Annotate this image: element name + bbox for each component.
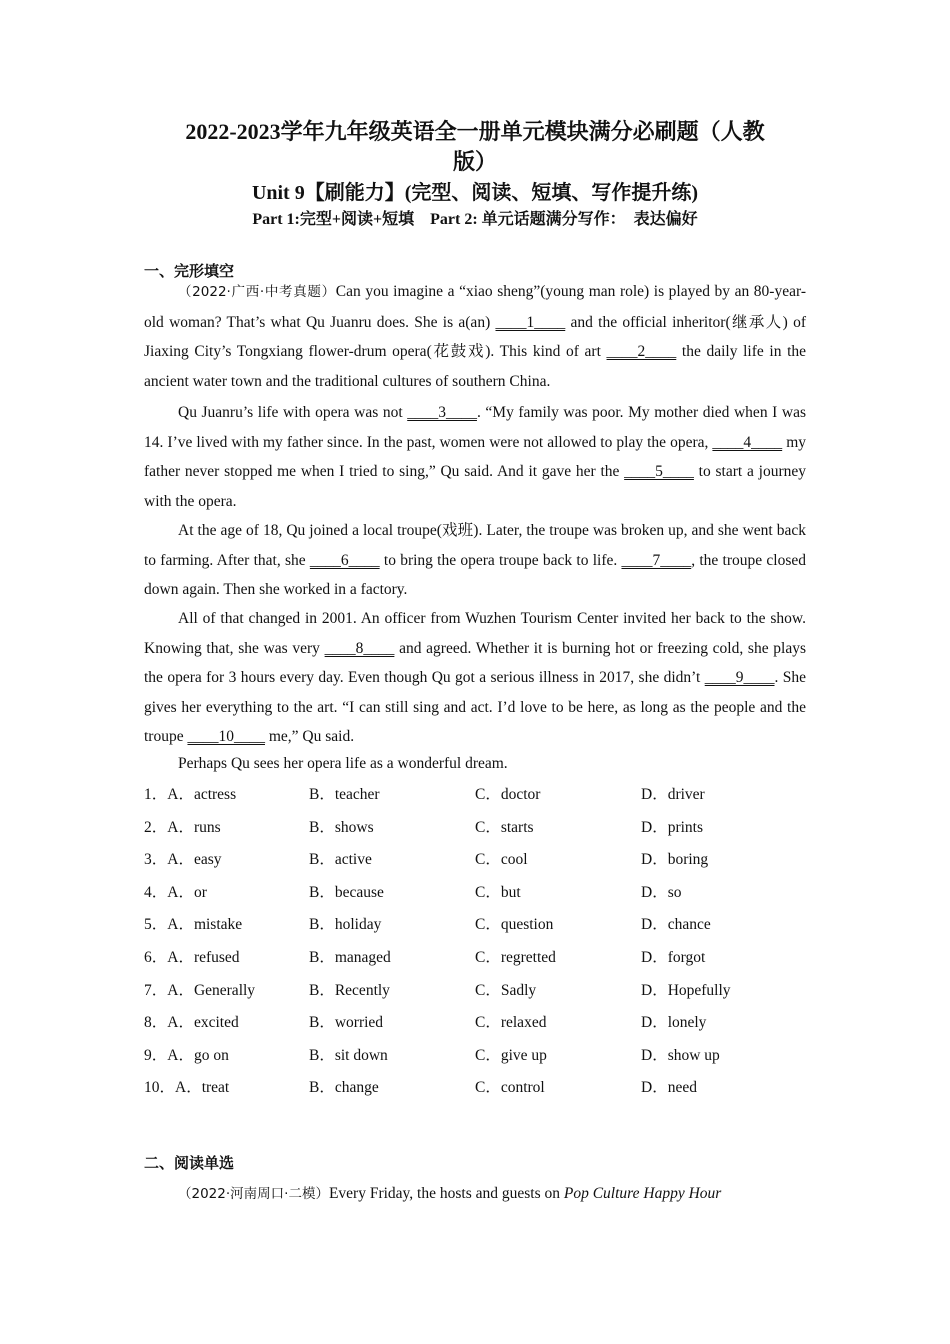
option-c: C．doctor: [475, 786, 541, 803]
option-d: D．show up: [641, 1046, 720, 1064]
blank-1: ____1____: [495, 313, 566, 331]
option-a: 3．A．easy: [144, 851, 222, 869]
paragraph-text: to start a journey with the opera.: [144, 463, 806, 510]
blank-6: ____6____: [309, 551, 380, 569]
option-b: B．worried: [309, 1014, 384, 1032]
option-c: C．cool: [475, 851, 528, 869]
blank-9: ____9____: [704, 669, 775, 686]
option-row: [144, 1008, 824, 1041]
paragraph-text: my father never stopped me when I tried to sing,” Qu said. And it gave her the: [144, 433, 806, 480]
option-c: C．relaxed: [475, 1014, 547, 1032]
title-line1: 2022-2023学年九年级英语全一册单元模块满分必刷题（人教: [185, 119, 765, 144]
option-a: 8．A．excited: [144, 1014, 239, 1032]
option-b: B．shows: [309, 818, 374, 836]
option-row: [144, 813, 824, 846]
paragraph-text: , the troupe closed down again. Then she worked in a factory.: [144, 551, 806, 598]
option-b: B．because: [309, 883, 384, 901]
option-row: [144, 976, 824, 1009]
paragraph-text: . She gives her everything to the art. “I can still sing and act. I’d love to be here, as long as the people and the troupe: [144, 669, 806, 745]
option-b: B．teacher: [309, 786, 380, 803]
section1-heading: 一、完形填空: [144, 262, 235, 280]
option-d: D．forgot: [641, 948, 706, 966]
blank-4: ____4____: [712, 433, 783, 451]
option-c: C．control: [475, 1079, 545, 1097]
section2-heading: 二、阅读单选: [144, 1154, 235, 1172]
option-c: C．regretted: [475, 948, 556, 966]
blank-3: ____3____: [407, 404, 477, 421]
option-b: B．managed: [309, 948, 391, 966]
option-b: B．change: [309, 1079, 379, 1097]
option-a: 1．A．actress: [144, 786, 237, 803]
option-d: D．boring: [641, 851, 709, 869]
option-row: [144, 845, 824, 878]
option-d: D．Hopefully: [641, 981, 731, 999]
blank-7: ____7____: [621, 551, 692, 569]
source-tag: （2022·广西·中考真题）: [178, 284, 336, 300]
option-a: 9．A．go on: [144, 1046, 229, 1064]
option-d: D．driver: [641, 786, 705, 803]
option-d: D．so: [641, 883, 682, 901]
paragraph-text: and the official inheritor(继承人) of Jiaxing City’s Tongxiang flower-drum opera(花鼓戏). This kind of art: [144, 313, 806, 360]
paragraph-text: Every Friday, the hosts and guests on: [328, 1185, 564, 1202]
option-a: 10．A．treat: [144, 1079, 230, 1097]
paragraph-text: me,” Qu said.: [264, 728, 355, 745]
option-a: 6．A．refused: [144, 948, 240, 966]
option-c: C．but: [475, 883, 521, 901]
blank-10: ____10____: [187, 728, 265, 745]
paragraph-text: Can you imagine a “xiao sheng”(young man role) is played by an 80-year-old woman? That’s what Qu Juanru does. She is a(an): [144, 283, 806, 331]
option-b: B．Recently: [309, 981, 390, 999]
option-d: D．need: [641, 1079, 697, 1097]
option-row: [144, 878, 824, 911]
option-d: D．chance: [641, 916, 711, 934]
option-b: B．active: [309, 851, 372, 869]
document-title: [144, 117, 806, 177]
reading-paragraph-1: [144, 1179, 806, 1210]
cloze-paragraph-4: [144, 604, 806, 752]
paragraph-text: to bring the opera troupe back to life.: [379, 551, 622, 569]
option-c: C．starts: [475, 818, 534, 836]
option-row: [144, 943, 824, 976]
option-row: [144, 1073, 824, 1106]
option-b: B．sit down: [309, 1046, 388, 1064]
cloze-paragraph-2: [144, 398, 806, 516]
unit-title: Unit 9【刷能力】(完型、阅读、短填、写作提升练): [251, 182, 699, 204]
parts-subtitle: Part 1:完型+阅读+短填 Part 2: 单元话题满分写作： 表达偏好: [252, 211, 698, 228]
option-a: 7．A．Generally: [144, 981, 256, 999]
cloze-paragraph-5: [144, 749, 806, 779]
paragraph-text: Perhaps Qu sees her opera life as a wonderful dream.: [178, 755, 508, 772]
cloze-paragraph-1: [144, 277, 806, 396]
option-d: D．lonely: [641, 1014, 707, 1032]
paragraph-text: and agreed. Whether it is burning hot or freezing cold, she plays the opera for 3 hours every day. Even though Qu got a serious illness in 2017, she didn’t: [144, 639, 806, 686]
blank-2: ____2____: [606, 343, 677, 360]
paragraph-text: Qu Juanru’s life with opera was not: [178, 404, 408, 421]
option-a: 2．A．runs: [144, 818, 221, 836]
option-row: [144, 910, 824, 943]
option-a: 5．A．mistake: [144, 916, 243, 934]
option-c: C．question: [475, 916, 554, 934]
option-row: [144, 1041, 824, 1074]
cloze-paragraph-3: [144, 516, 806, 605]
show-name: Pop Culture Happy Hour: [563, 1185, 722, 1202]
blank-5: ____5____: [624, 463, 694, 480]
option-a: 4．A．or: [144, 883, 207, 901]
paragraph-text: the daily life in the ancient water town and the traditional cultures of southern China.: [144, 343, 807, 390]
option-b: B．holiday: [309, 916, 382, 934]
option-c: C．Sadly: [475, 981, 537, 999]
title-line1-end: 版）: [452, 149, 497, 174]
option-row: [144, 780, 824, 813]
blank-8: ____8____: [324, 639, 395, 657]
paragraph-text: At the age of 18, Qu joined a local troupe(戏班). Later, the troupe was broken up, and she went back to farming. After that, she: [144, 522, 806, 569]
answer-options: [144, 780, 824, 1106]
option-d: D．prints: [641, 818, 704, 836]
source-tag: （2022·河南周口·二模）: [178, 1186, 329, 1202]
paragraph-text: . “My family was poor. My mother died when I was 14. I’ve lived with my father since. In the past, women were not allowed to play the opera,: [144, 404, 806, 451]
paragraph-text: All of that changed in 2001. An officer from Wuzhen Tourism Center invited her back to the show. Knowing that, she was very: [144, 610, 806, 657]
option-c: C．give up: [475, 1046, 547, 1064]
